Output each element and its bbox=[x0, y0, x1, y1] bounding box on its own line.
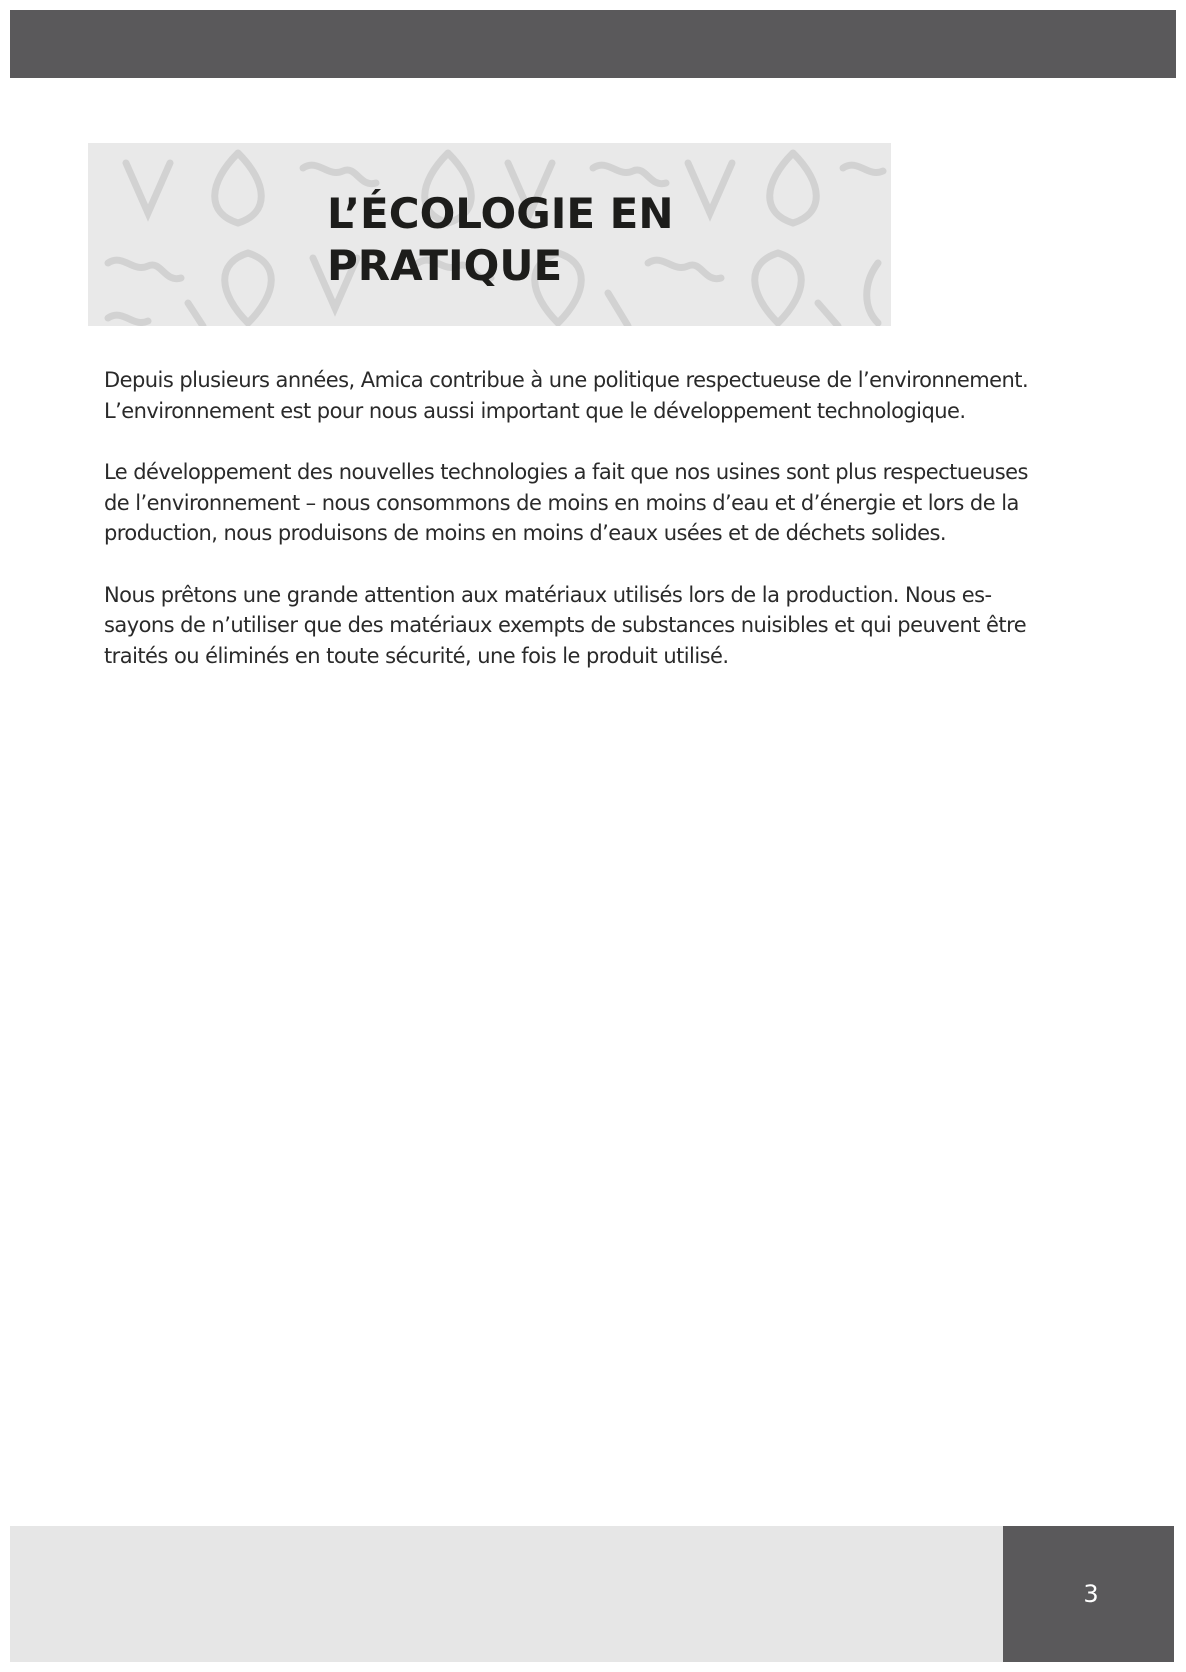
text-line: Nous prêtons une grande attention aux matériaux utilisés lors de la production. Nous es- bbox=[104, 582, 992, 607]
footer-bar bbox=[10, 1526, 1003, 1662]
title-line-1: L’ÉCOLOGIE EN bbox=[327, 189, 674, 238]
page-title bbox=[327, 188, 847, 292]
body-text bbox=[104, 365, 1064, 702]
header-bar bbox=[10, 10, 1176, 78]
paragraph-1 bbox=[104, 365, 1064, 426]
paragraph-2 bbox=[104, 457, 1064, 549]
text-line: production, nous produisons de moins en moins d’eaux usées et de déchets solides. bbox=[104, 521, 947, 545]
text-line: Le développement des nouvelles technologies a fait que nos usines sont plus respectueuses bbox=[104, 460, 1028, 484]
text-line: de l’environnement – nous consommons de moins en moins d’eau et d’énergie et lors de la bbox=[104, 490, 1019, 515]
paragraph-3 bbox=[104, 580, 1064, 672]
text-line: L’environnement est pour nous aussi important que le développement technologique. bbox=[104, 398, 966, 423]
page-number: 3 bbox=[1083, 1580, 1099, 1608]
text-line: traités ou éliminés en toute sécurité, une fois le produit utilisé. bbox=[104, 643, 729, 668]
text-line: Depuis plusieurs années, Amica contribue à une politique respectueuse de l’environnement. bbox=[104, 368, 1029, 392]
title-line-2: PRATIQUE bbox=[327, 241, 563, 290]
text-line: sayons de n’utiliser que des matériaux exempts de substances nuisibles et qui peuvent être bbox=[104, 613, 1027, 637]
